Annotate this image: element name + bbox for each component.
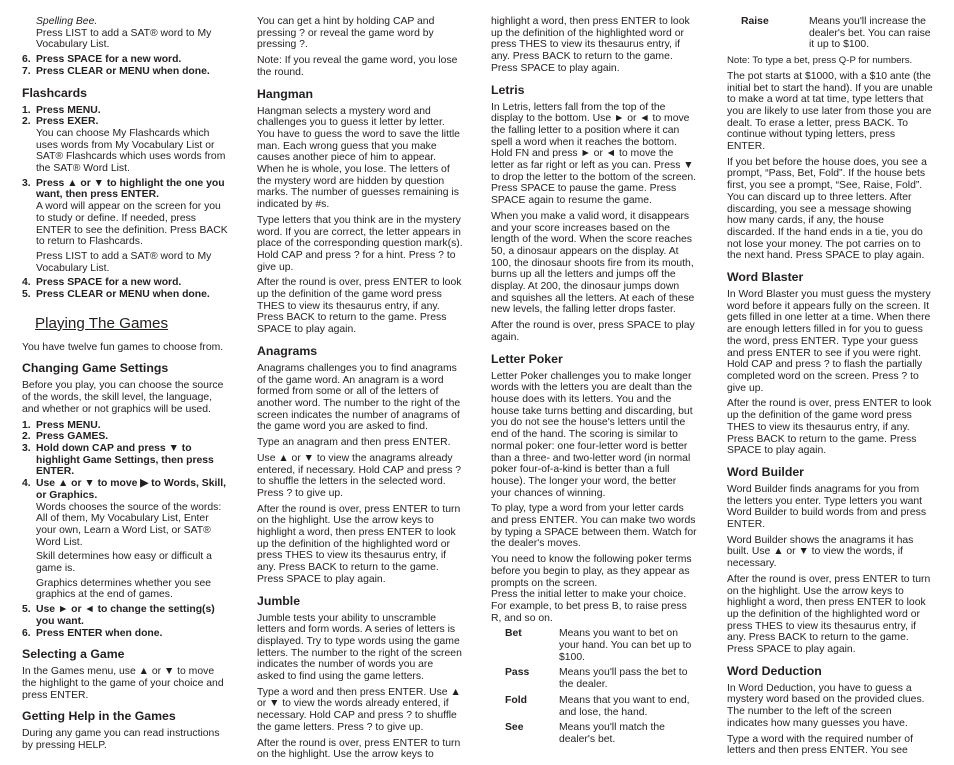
term-bet: Bet xyxy=(505,628,522,640)
jumble-p2: Type a word and then press ENTER. Use ▲ or ▼ to view the words already entered, if necessary. Hold CAP and press ? to shuffle the game letters. Press ? to give up. xyxy=(257,686,461,733)
poker-p3: You need to know the following poker terms before you begin to play, as they appear as prompts on the screen. xyxy=(491,554,692,589)
anagrams-p1: Anagrams challenges you to find anagrams of the game word. An anagram is a word formed from some or all of the letters of another word. The number to the right of the screen indicates the number of anagrams of the game word you are asked to find. xyxy=(257,362,461,433)
builder-p3: After the round is over, press ENTER to turn on the highlight. Use the arrow keys to highlight a word, then press ENTER to look up the definition of the highlighted word or press THES to view its thesaurus entry, if any. Press BACK to return to the game. Press SPACE to play again. xyxy=(727,573,931,656)
settings-words-desc: Words chooses the source of the words: All of them, My Vocabulary List, Enter your own, Learn a Word List, or SAT® Word List. xyxy=(36,501,222,548)
poker-heading: Letter Poker xyxy=(491,351,563,366)
top-italic: Spelling Bee. xyxy=(36,16,98,27)
flashcards-step-1: 1. Press MENU. xyxy=(22,104,101,116)
reveal-note: Note: If you reveal the game word, you lose the round. xyxy=(257,55,458,78)
jumble-heading: Jumble xyxy=(257,593,301,608)
help-text: During any game you can read instructions by pressing HELP. xyxy=(22,728,220,752)
settings-step-4: 4. Use ▲ or ▼ to move ▶ to Words, Skill, or Graphics. xyxy=(22,478,227,501)
flashcards-step3-detail: A word will appear on the screen for you to study or define. If needed, press ENTER to see the definition. Press BACK to return to Flashcards. xyxy=(36,201,228,248)
flashcards-step-4: 4. Press SPACE for a new word. xyxy=(22,277,182,289)
builder-p1: Word Builder finds anagrams for you from the letters you enter. Type letters you want Word Builder to build words from and press ENTER. xyxy=(727,483,927,531)
settings-step-6: 6. Press ENTER when done. xyxy=(22,627,163,639)
deduction-p1: In Word Deduction, you have to guess a mystery word based on the provided clues. The number to the left of the screen indicates how many guesses you have. xyxy=(727,682,925,729)
term-raise-desc: Means you'll increase the dealer's bet. You can raise it up to $100. xyxy=(809,16,931,51)
flashcards-heading: Flashcards xyxy=(22,85,87,100)
builder-heading: Word Builder xyxy=(727,464,804,479)
term-bet-desc: Means you want to bet on your hand. You can bet up to $100. xyxy=(559,628,692,663)
anagrams-heading: Anagrams xyxy=(257,343,318,358)
jumble-continued: highlight a word, then press ENTER to look up the definition of the highlighted word or press THES to view its thesaurus entry, if any. Press BACK to return to the game. Press SPACE to play again. xyxy=(491,16,690,74)
flashcards-step-2: 2. Press EXER. xyxy=(22,116,99,128)
step-6: 6. Press SPACE for a new word. xyxy=(22,54,182,66)
term-see-desc: Means you'll match the dealer's bet. xyxy=(559,722,665,745)
settings-step-2: 2. Press GAMES. xyxy=(22,431,109,443)
anagrams-p3: Use ▲ or ▼ to view the anagrams already entered, if necessary. Hold CAP and press ? to shuffle the letters in the selected word. Press ? to give up. xyxy=(257,452,462,499)
blaster-p1: In Word Blaster you must guess the mystery word before it appears fully on the screen. It gets filled in one letter at a time. When there are enough letters filled in for you to guess the word, press ENTER. Type your guess and press ENTER to see if you were right. Hold CAP and press ? to flash the partially completed word on the screen. Press ? to give up. xyxy=(727,289,931,394)
bet-note: Note: To type a bet, press Q-P for numbers. xyxy=(727,55,913,67)
settings-step-5: 5. Use ► or ◄ to change the setting(s) you want. xyxy=(22,604,215,627)
playing-games-title: Playing The Games xyxy=(35,314,169,332)
letris-heading: Letris xyxy=(491,82,525,97)
settings-intro: Before you play, you can choose the source of the words, the skill level, the language, and whether or not graphics will be used. xyxy=(22,380,224,415)
letris-p3: After the round is over, press SPACE to play again. xyxy=(491,320,695,343)
deduction-heading: Word Deduction xyxy=(727,663,822,678)
flashcards-step3-list: Press LIST to add a SAT® word to My Vocabulary List. xyxy=(36,250,212,274)
top-list-line: Press LIST to add a SAT® word to My Vocabulary List. xyxy=(36,27,212,51)
flashcards-step-3: 3. Press ▲ or ▼ to highlight the one you want, then press ENTER. xyxy=(22,177,225,201)
column-1 xyxy=(22,16,229,756)
jumble-p3: After the round is over, press ENTER to turn on the highlight. Use the arrow keys to xyxy=(257,737,461,761)
selecting-text: In the Games menu, use ▲ or ▼ to move the highlight to the game of your choice and press ENTER. xyxy=(22,666,224,701)
term-raise: Raise xyxy=(741,16,769,27)
hangman-p3: After the round is over, press ENTER to look up the definition of the game word press THES to view its thesaurus entry, if any. Press BACK to return to the game. Press SPACE to play again. xyxy=(257,277,462,336)
term-pass: Pass xyxy=(505,667,530,679)
letris-p1: In Letris, letters fall from the top of the display to the bottom. Use ► or ◄ to move the falling letter to a position where it can spell a word when it reaches the bottom. Hold FN and press ► or ◄ to move the letter as far right or left as you can. Press ▼ to drop the letter to the bottom of the screen. Press SPACE to pause the game. Press SPACE again to resume the game. xyxy=(491,101,697,207)
settings-heading: Changing Game Settings xyxy=(22,361,169,376)
term-see: See xyxy=(505,722,524,734)
anagrams-p2: Type an anagram and then press ENTER. xyxy=(257,437,451,449)
builder-p2: Word Builder shows the anagrams it has built. Use ▲ or ▼ to view the words, if necessary. xyxy=(727,534,914,570)
blaster-p2: After the round is over, press ENTER to look up the definition of the game word press THES to view its thesaurus entry, if any. Press BACK to return to the game. Press SPACE to play again. xyxy=(727,398,932,457)
column-2 xyxy=(257,16,463,765)
selecting-heading: Selecting a Game xyxy=(22,647,125,662)
blaster-heading: Word Blaster xyxy=(727,270,804,285)
term-pass-desc: Means you'll pass the bet to the dealer. xyxy=(559,667,688,691)
hangman-p2: Type letters that you think are in the mystery word. If you are correct, the letter appears in place of the corresponding question mark(s). Hold CAP and press ? for a hint. Press ? to give up. xyxy=(257,214,463,273)
hangman-heading: Hangman xyxy=(257,86,314,101)
flashcards-choose: You can choose My Flashcards which uses words from My Vocabulary List or SAT® Flashcards which uses words from the SAT® Word List. xyxy=(36,127,226,175)
hint-text: You can get a hint by holding CAP and pressing ? or reveal the game word by pressing ?. xyxy=(257,16,435,51)
flashcards-step-5: 5. Press CLEAR or MENU when done. xyxy=(22,289,210,301)
settings-skill-desc: Skill determines how easy or difficult a game is. xyxy=(36,551,212,575)
playing-intro: You have twelve fun games to choose from. xyxy=(22,341,224,353)
raise-term xyxy=(741,16,933,51)
poker-p1: Letter Poker challenges you to make longer words with the letters you are dealt than the house does with its letters. You and the house take turns betting and discarding, but you do not see the house's letters until the end of the hand. The scoring is similar to normal poker: one four-letter word is better than a three- and two-letter word (in normal poker four-of-a-kind is better than a full house). The longer your word, the better your chances of winning. xyxy=(491,370,693,499)
term-fold-desc: Means that you want to end, and lose, the hand. xyxy=(559,694,690,718)
settings-step-1: 1. Press MENU. xyxy=(22,419,101,431)
hangman-p1: Hangman selects a mystery word and challenges you to guess it letter by letter. You have to guess the word to save the little man. Each wrong guess that you make causes another piece of him to appear. When he is whole, you lose. The letters of the mystery word are hidden by question marks. The number of guesses remaining is indicated by #s. xyxy=(257,105,460,211)
pot-p2: If you bet before the house does, you see a prompt, “Pass, Bet, Fold”. If the house bets first, you see a prompt, “See, Raise, Fold”. You can discard up to three letters. After discarding, you see a message showing how many cards, if any, the house discarded. If the hand ends in a tie, you do not lose your money. The pot carries on to the next hand. Press SPACE to play again. xyxy=(727,156,927,262)
column-3 xyxy=(491,16,697,754)
poker-terms xyxy=(505,628,697,749)
deduction-p2: Type a word with the required number of letters and then press ENTER. You see xyxy=(727,733,913,757)
poker-p4: Press the initial letter to make your choice. For example, to bet press B, to raise press R, and so on. xyxy=(491,589,687,624)
pot-p1: The pot starts at $1000, with a $10 ante (the initial bet to start the hand). If you are unable to make a word at tat time, type letters that you are likely to use later from those you are dealt. To erase a letter, press BACK. To continue without typing letters, press ENTER. xyxy=(727,70,933,153)
poker-p2: To play, type a word from your letter cards and press ENTER. You can make two words by typing a SPACE between them. Watch for the dealer's moves. xyxy=(491,503,697,550)
settings-graphics-desc: Graphics determines whether you see graphics at the end of games. xyxy=(36,577,211,601)
term-fold: Fold xyxy=(505,694,527,706)
jumble-p1: Jumble tests your ability to unscramble letters and form words. A series of letters is displayed. Try to type words using the game letters. The number to the right of the screen indicates the number of words you are asked to find using the game letters. xyxy=(257,612,462,683)
settings-step-3: 3. Hold down CAP and press ▼ to highlight Game Settings, then press ENTER. xyxy=(22,442,214,478)
step-7: 7. Press CLEAR or MENU when done. xyxy=(22,65,210,77)
letris-p2: When you make a valid word, it disappears and your score increases based on the length of the word. When the score reaches 50, a dinosaur appears on the display. At 100, the dinosaur shoots fire from its mouth, burns up all the letters and jumps off the display. At 200, the dinosaur jumps down and squishes all the letters. At each of these new levels, the falling letter drops faster. xyxy=(491,210,695,316)
help-heading: Getting Help in the Games xyxy=(22,709,176,724)
anagrams-p4: After the round is over, press ENTER to turn on the highlight. Use the arrow keys to highlight a word, then press ENTER to look up the definition of the highlighted word or press THES to view its thesaurus entry, if any. Press BACK to return to the game. Press SPACE to play again. xyxy=(257,503,461,585)
column-4 xyxy=(727,16,933,761)
